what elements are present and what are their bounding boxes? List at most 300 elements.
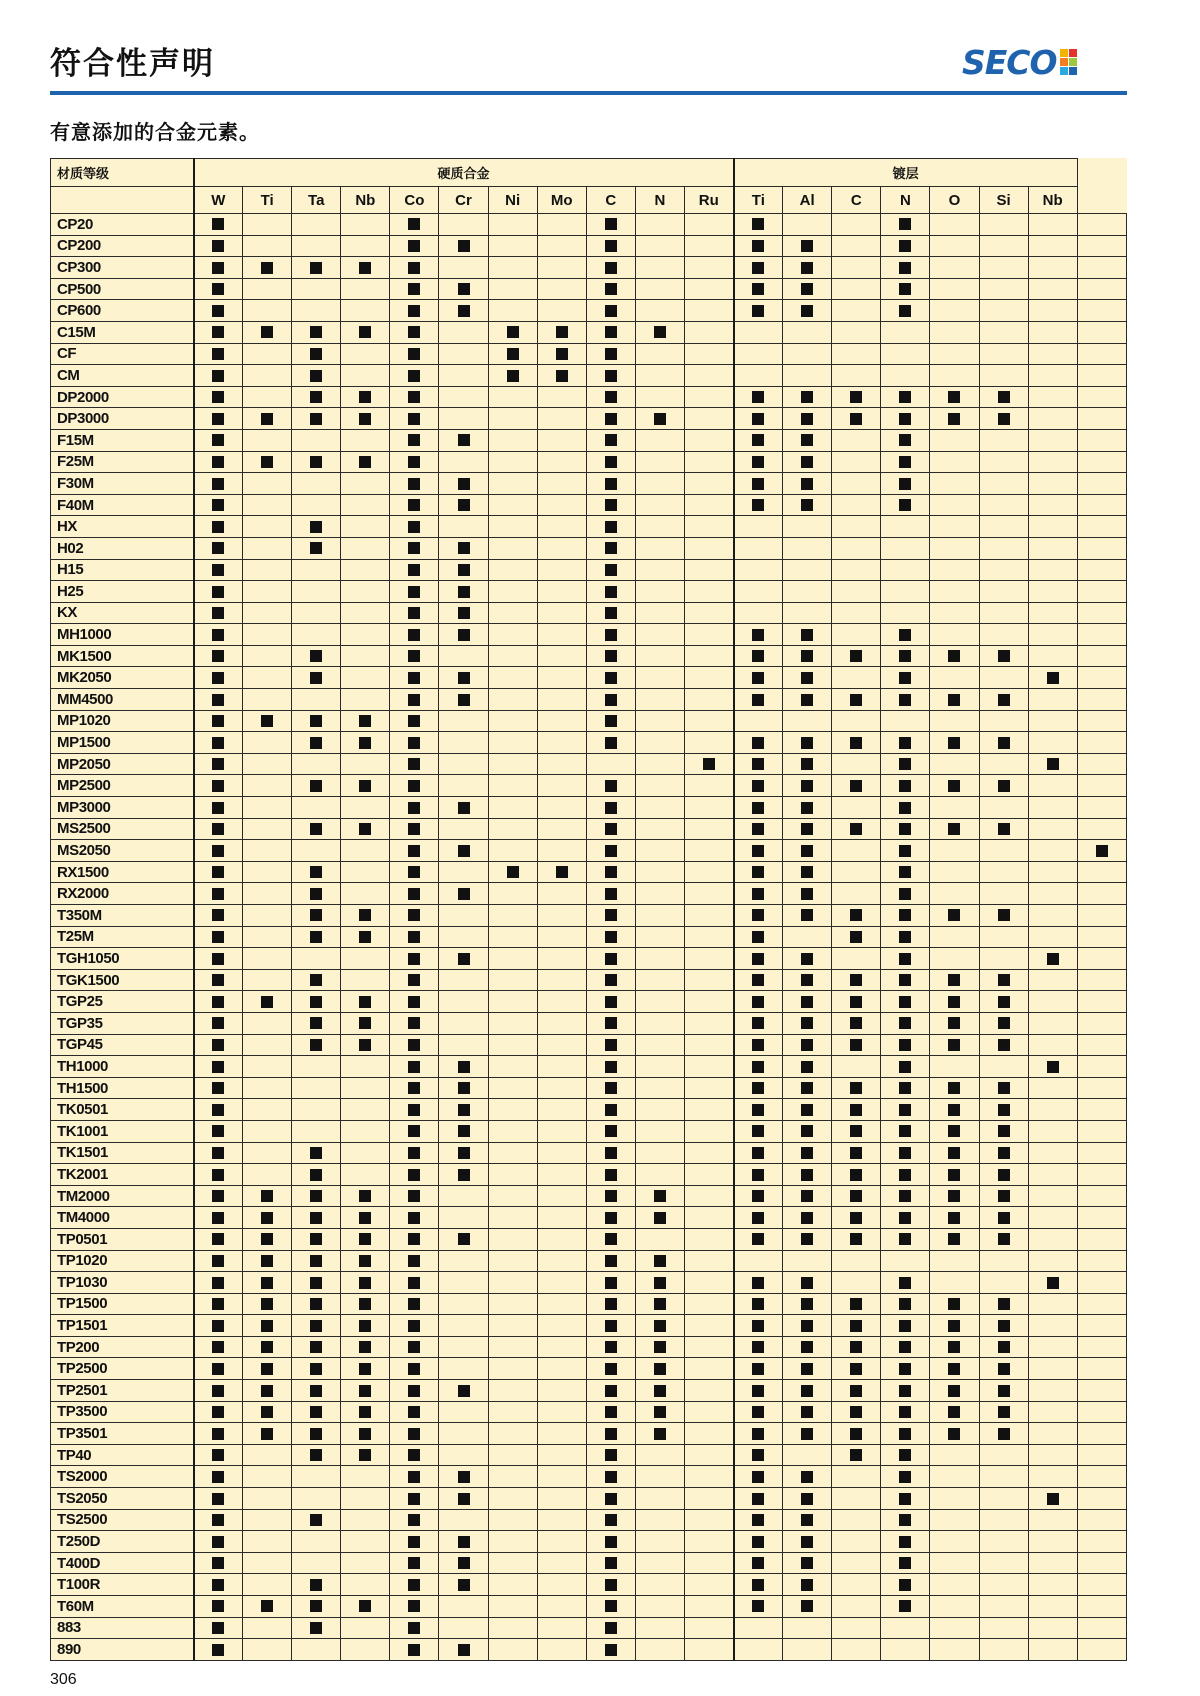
element-cell xyxy=(635,969,684,991)
filled-square-icon xyxy=(605,1406,617,1418)
filled-square-icon xyxy=(948,391,960,403)
filled-square-icon xyxy=(850,1104,862,1116)
element-cell xyxy=(1028,537,1077,559)
filled-square-icon xyxy=(948,1039,960,1051)
element-cell xyxy=(1028,1012,1077,1034)
element-cell xyxy=(1077,343,1126,365)
filled-square-icon xyxy=(998,1406,1010,1418)
table-row xyxy=(51,343,1127,365)
element-cell xyxy=(684,537,733,559)
element-cell xyxy=(341,408,390,430)
element-cell xyxy=(684,1293,733,1315)
element-cell xyxy=(586,1488,635,1510)
filled-square-icon xyxy=(458,802,470,814)
element-cell xyxy=(832,753,881,775)
element-cell xyxy=(439,1380,488,1402)
element-cell xyxy=(537,1423,586,1445)
element-cell xyxy=(488,408,537,430)
element-cell xyxy=(930,408,979,430)
filled-square-icon xyxy=(408,1061,420,1073)
element-cell xyxy=(537,494,586,516)
filled-square-icon xyxy=(212,1212,224,1224)
grade-name: TS2000 xyxy=(51,1466,194,1488)
element-cell xyxy=(635,429,684,451)
filled-square-icon xyxy=(359,996,371,1008)
element-cell xyxy=(1028,1077,1077,1099)
filled-square-icon xyxy=(752,931,764,943)
element-header-mo: Mo xyxy=(537,187,586,214)
element-cell xyxy=(1028,1444,1077,1466)
grade-name: F40M xyxy=(51,494,194,516)
element-cell xyxy=(684,926,733,948)
element-cell xyxy=(194,278,243,300)
filled-square-icon xyxy=(998,1428,1010,1440)
element-cell xyxy=(194,1272,243,1294)
element-cell xyxy=(243,1444,292,1466)
element-cell xyxy=(783,473,832,495)
filled-square-icon xyxy=(703,758,715,770)
element-cell xyxy=(1028,1228,1077,1250)
element-cell xyxy=(243,1012,292,1034)
element-cell xyxy=(734,883,783,905)
element-cell xyxy=(488,1099,537,1121)
filled-square-icon xyxy=(850,931,862,943)
grade-name: 883 xyxy=(51,1617,194,1639)
grade-name: TS2500 xyxy=(51,1509,194,1531)
filled-square-icon xyxy=(998,909,1010,921)
grade-name: TGK1500 xyxy=(51,969,194,991)
element-cell xyxy=(292,1077,341,1099)
table-row xyxy=(51,969,1127,991)
filled-square-icon xyxy=(752,434,764,446)
filled-square-icon xyxy=(310,1385,322,1397)
filled-square-icon xyxy=(850,1298,862,1310)
filled-square-icon xyxy=(948,1385,960,1397)
element-cell xyxy=(488,494,537,516)
element-cell xyxy=(586,624,635,646)
element-cell xyxy=(439,797,488,819)
filled-square-icon xyxy=(899,1233,911,1245)
element-header-al: Al xyxy=(783,187,832,214)
filled-square-icon xyxy=(458,1169,470,1181)
filled-square-icon xyxy=(998,1147,1010,1159)
element-cell xyxy=(439,516,488,538)
filled-square-icon xyxy=(556,370,568,382)
element-cell xyxy=(341,1228,390,1250)
element-cell xyxy=(194,1336,243,1358)
element-cell xyxy=(979,1336,1028,1358)
filled-square-icon xyxy=(212,1579,224,1591)
element-cell xyxy=(439,818,488,840)
filled-square-icon xyxy=(948,1017,960,1029)
element-cell xyxy=(930,710,979,732)
element-cell xyxy=(341,1596,390,1618)
filled-square-icon xyxy=(752,1017,764,1029)
element-cell xyxy=(1028,1509,1077,1531)
element-cell xyxy=(341,300,390,322)
filled-square-icon xyxy=(752,780,764,792)
element-cell xyxy=(586,1639,635,1661)
element-cell xyxy=(488,1401,537,1423)
element-cell xyxy=(537,516,586,538)
filled-square-icon xyxy=(948,996,960,1008)
element-cell xyxy=(586,710,635,732)
element-cell xyxy=(734,1164,783,1186)
filled-square-icon xyxy=(801,823,813,835)
filled-square-icon xyxy=(752,1190,764,1202)
element-cell xyxy=(292,365,341,387)
filled-square-icon xyxy=(899,780,911,792)
filled-square-icon xyxy=(359,780,371,792)
element-cell xyxy=(341,429,390,451)
element-cell xyxy=(1077,235,1126,257)
element-cell xyxy=(292,1444,341,1466)
grade-name: TK1501 xyxy=(51,1142,194,1164)
filled-square-icon xyxy=(801,1061,813,1073)
filled-square-icon xyxy=(605,953,617,965)
element-cell xyxy=(390,408,439,430)
filled-square-icon xyxy=(850,1406,862,1418)
element-cell xyxy=(783,1228,832,1250)
element-cell xyxy=(243,1596,292,1618)
element-cell xyxy=(292,1552,341,1574)
element-cell xyxy=(194,883,243,905)
filled-square-icon xyxy=(654,1255,666,1267)
element-cell xyxy=(390,926,439,948)
element-cell xyxy=(1077,991,1126,1013)
element-cell xyxy=(832,797,881,819)
filled-square-icon xyxy=(458,1104,470,1116)
element-cell xyxy=(635,1185,684,1207)
element-cell xyxy=(635,1639,684,1661)
filled-square-icon xyxy=(605,305,617,317)
element-cell xyxy=(1028,1552,1077,1574)
grade-name: KX xyxy=(51,602,194,624)
element-cell xyxy=(734,365,783,387)
element-cell xyxy=(194,1142,243,1164)
element-cell xyxy=(586,473,635,495)
filled-square-icon xyxy=(408,1449,420,1461)
table-row xyxy=(51,300,1127,322)
element-cell xyxy=(979,473,1028,495)
element-cell xyxy=(881,537,930,559)
table-row xyxy=(51,1164,1127,1186)
element-cell xyxy=(783,1272,832,1294)
filled-square-icon xyxy=(212,348,224,360)
table-row xyxy=(51,473,1127,495)
element-cell xyxy=(586,300,635,322)
element-cell xyxy=(1028,214,1077,236)
filled-square-icon xyxy=(850,694,862,706)
element-cell xyxy=(881,624,930,646)
page-number: 306 xyxy=(50,1671,77,1688)
element-cell xyxy=(734,1228,783,1250)
element-cell xyxy=(979,969,1028,991)
element-cell xyxy=(537,991,586,1013)
element-cell xyxy=(1077,1552,1126,1574)
filled-square-icon xyxy=(605,866,617,878)
element-cell xyxy=(488,516,537,538)
element-cell xyxy=(488,1228,537,1250)
filled-square-icon xyxy=(801,866,813,878)
filled-square-icon xyxy=(752,1600,764,1612)
element-cell xyxy=(292,1293,341,1315)
element-cell xyxy=(439,1272,488,1294)
filled-square-icon xyxy=(310,888,322,900)
element-cell xyxy=(783,559,832,581)
filled-square-icon xyxy=(899,1579,911,1591)
element-cell xyxy=(1028,883,1077,905)
element-cell xyxy=(488,1336,537,1358)
filled-square-icon xyxy=(261,1428,273,1440)
filled-square-icon xyxy=(899,218,911,230)
element-cell xyxy=(930,537,979,559)
filled-square-icon xyxy=(801,888,813,900)
element-cell xyxy=(734,494,783,516)
element-cell xyxy=(635,645,684,667)
filled-square-icon xyxy=(850,1039,862,1051)
element-cell xyxy=(684,1552,733,1574)
filled-square-icon xyxy=(752,391,764,403)
element-cell xyxy=(881,883,930,905)
element-cell xyxy=(684,1617,733,1639)
element-cell xyxy=(684,429,733,451)
element-cell xyxy=(1077,408,1126,430)
element-cell xyxy=(979,1142,1028,1164)
element-cell xyxy=(292,1574,341,1596)
filled-square-icon xyxy=(1047,1277,1059,1289)
filled-square-icon xyxy=(310,1017,322,1029)
grade-name: TK1001 xyxy=(51,1120,194,1142)
filled-square-icon xyxy=(605,1039,617,1051)
element-cell xyxy=(292,775,341,797)
filled-square-icon xyxy=(605,542,617,554)
filled-square-icon xyxy=(212,262,224,274)
filled-square-icon xyxy=(408,1320,420,1332)
element-cell xyxy=(292,1596,341,1618)
element-cell xyxy=(979,1596,1028,1618)
filled-square-icon xyxy=(310,326,322,338)
element-cell xyxy=(488,1531,537,1553)
filled-square-icon xyxy=(458,607,470,619)
table-row xyxy=(51,365,1127,387)
element-cell xyxy=(439,753,488,775)
filled-square-icon xyxy=(801,305,813,317)
element-cell xyxy=(1028,602,1077,624)
element-cell xyxy=(439,537,488,559)
table-row xyxy=(51,451,1127,473)
table-row xyxy=(51,1250,1127,1272)
element-cell xyxy=(292,214,341,236)
element-cell xyxy=(537,386,586,408)
element-cell xyxy=(881,1639,930,1661)
filled-square-icon xyxy=(458,1233,470,1245)
filled-square-icon xyxy=(408,564,420,576)
element-cell xyxy=(783,1574,832,1596)
element-cell xyxy=(439,969,488,991)
element-cell xyxy=(979,278,1028,300)
element-cell xyxy=(783,624,832,646)
element-cell xyxy=(832,1488,881,1510)
element-cell xyxy=(930,775,979,797)
element-cell xyxy=(783,926,832,948)
element-cell xyxy=(783,1315,832,1337)
element-cell xyxy=(1077,386,1126,408)
element-cell xyxy=(488,235,537,257)
filled-square-icon xyxy=(605,1190,617,1202)
element-cell xyxy=(194,408,243,430)
element-cell xyxy=(537,1596,586,1618)
element-cell xyxy=(586,214,635,236)
element-cell xyxy=(341,948,390,970)
filled-square-icon xyxy=(605,1061,617,1073)
element-cell xyxy=(832,1596,881,1618)
element-cell xyxy=(292,1509,341,1531)
filled-square-icon xyxy=(752,1298,764,1310)
element-cell xyxy=(439,1056,488,1078)
element-cell xyxy=(488,1207,537,1229)
element-cell xyxy=(783,797,832,819)
filled-square-icon xyxy=(752,1493,764,1505)
filled-square-icon xyxy=(899,305,911,317)
element-cell xyxy=(635,343,684,365)
filled-square-icon xyxy=(605,672,617,684)
element-cell xyxy=(684,343,733,365)
element-cell xyxy=(586,1293,635,1315)
element-cell xyxy=(537,1617,586,1639)
element-cell xyxy=(635,473,684,495)
filled-square-icon xyxy=(212,1493,224,1505)
element-cell xyxy=(292,1164,341,1186)
element-cell xyxy=(439,1250,488,1272)
element-cell xyxy=(194,1293,243,1315)
element-cell xyxy=(1077,1617,1126,1639)
element-cell xyxy=(586,1552,635,1574)
filled-square-icon xyxy=(458,629,470,641)
element-cell xyxy=(439,689,488,711)
element-cell xyxy=(488,1488,537,1510)
element-cell xyxy=(1028,861,1077,883)
filled-square-icon xyxy=(212,1644,224,1656)
element-cell xyxy=(292,840,341,862)
element-cell xyxy=(390,257,439,279)
element-cell xyxy=(684,1034,733,1056)
element-cell xyxy=(1028,559,1077,581)
filled-square-icon xyxy=(408,1406,420,1418)
element-cell xyxy=(488,1120,537,1142)
filled-square-icon xyxy=(212,370,224,382)
element-cell xyxy=(1028,1380,1077,1402)
element-cell xyxy=(1028,624,1077,646)
element-cell xyxy=(439,948,488,970)
element-cell xyxy=(341,1358,390,1380)
filled-square-icon xyxy=(605,1428,617,1440)
element-cell xyxy=(1028,494,1077,516)
element-cell xyxy=(930,1509,979,1531)
element-cell xyxy=(930,1120,979,1142)
element-cell xyxy=(1077,1077,1126,1099)
element-cell xyxy=(1077,1315,1126,1337)
element-header-w: W xyxy=(194,187,243,214)
element-cell xyxy=(341,516,390,538)
element-cell xyxy=(341,797,390,819)
element-cell xyxy=(488,451,537,473)
element-cell xyxy=(537,1185,586,1207)
filled-square-icon xyxy=(801,1514,813,1526)
filled-square-icon xyxy=(212,607,224,619)
grade-name: T100R xyxy=(51,1574,194,1596)
element-cell xyxy=(635,1444,684,1466)
filled-square-icon xyxy=(1047,672,1059,684)
filled-square-icon xyxy=(899,629,911,641)
filled-square-icon xyxy=(605,240,617,252)
element-cell xyxy=(881,343,930,365)
element-cell xyxy=(832,1272,881,1294)
element-cell xyxy=(832,1207,881,1229)
element-cell xyxy=(292,624,341,646)
grade-name: TP2500 xyxy=(51,1358,194,1380)
table-row xyxy=(51,1336,1127,1358)
element-cell xyxy=(881,840,930,862)
filled-square-icon xyxy=(310,823,322,835)
filled-square-icon xyxy=(752,1449,764,1461)
element-cell xyxy=(194,1596,243,1618)
filled-square-icon xyxy=(899,694,911,706)
filled-square-icon xyxy=(458,434,470,446)
filled-square-icon xyxy=(899,1017,911,1029)
element-cell xyxy=(734,969,783,991)
element-cell xyxy=(832,214,881,236)
filled-square-icon xyxy=(212,1061,224,1073)
element-cell xyxy=(243,1358,292,1380)
element-cell xyxy=(881,797,930,819)
element-cell xyxy=(341,473,390,495)
element-cell xyxy=(243,257,292,279)
table-row xyxy=(51,861,1127,883)
element-cell xyxy=(979,1099,1028,1121)
page-title: 符合性声明 xyxy=(50,46,215,82)
filled-square-icon xyxy=(458,542,470,554)
element-cell xyxy=(684,1444,733,1466)
element-cell xyxy=(586,257,635,279)
element-cell xyxy=(390,689,439,711)
grade-name: TH1000 xyxy=(51,1056,194,1078)
element-cell xyxy=(930,667,979,689)
filled-square-icon xyxy=(359,1449,371,1461)
filled-square-icon xyxy=(605,521,617,533)
group-header-1: 镀层 xyxy=(734,159,1078,187)
element-cell xyxy=(341,1531,390,1553)
element-cell xyxy=(979,753,1028,775)
filled-square-icon xyxy=(605,326,617,338)
element-cell xyxy=(881,1358,930,1380)
element-cell xyxy=(979,214,1028,236)
element-cell xyxy=(243,840,292,862)
element-cell xyxy=(1077,905,1126,927)
table-row xyxy=(51,1012,1127,1034)
grade-name: TM2000 xyxy=(51,1185,194,1207)
filled-square-icon xyxy=(261,1600,273,1612)
element-cell xyxy=(783,1077,832,1099)
element-cell xyxy=(439,1596,488,1618)
filled-square-icon xyxy=(212,1406,224,1418)
element-cell xyxy=(341,602,390,624)
filled-square-icon xyxy=(948,694,960,706)
filled-square-icon xyxy=(801,694,813,706)
element-cell xyxy=(537,257,586,279)
element-cell xyxy=(586,1056,635,1078)
filled-square-icon xyxy=(801,240,813,252)
